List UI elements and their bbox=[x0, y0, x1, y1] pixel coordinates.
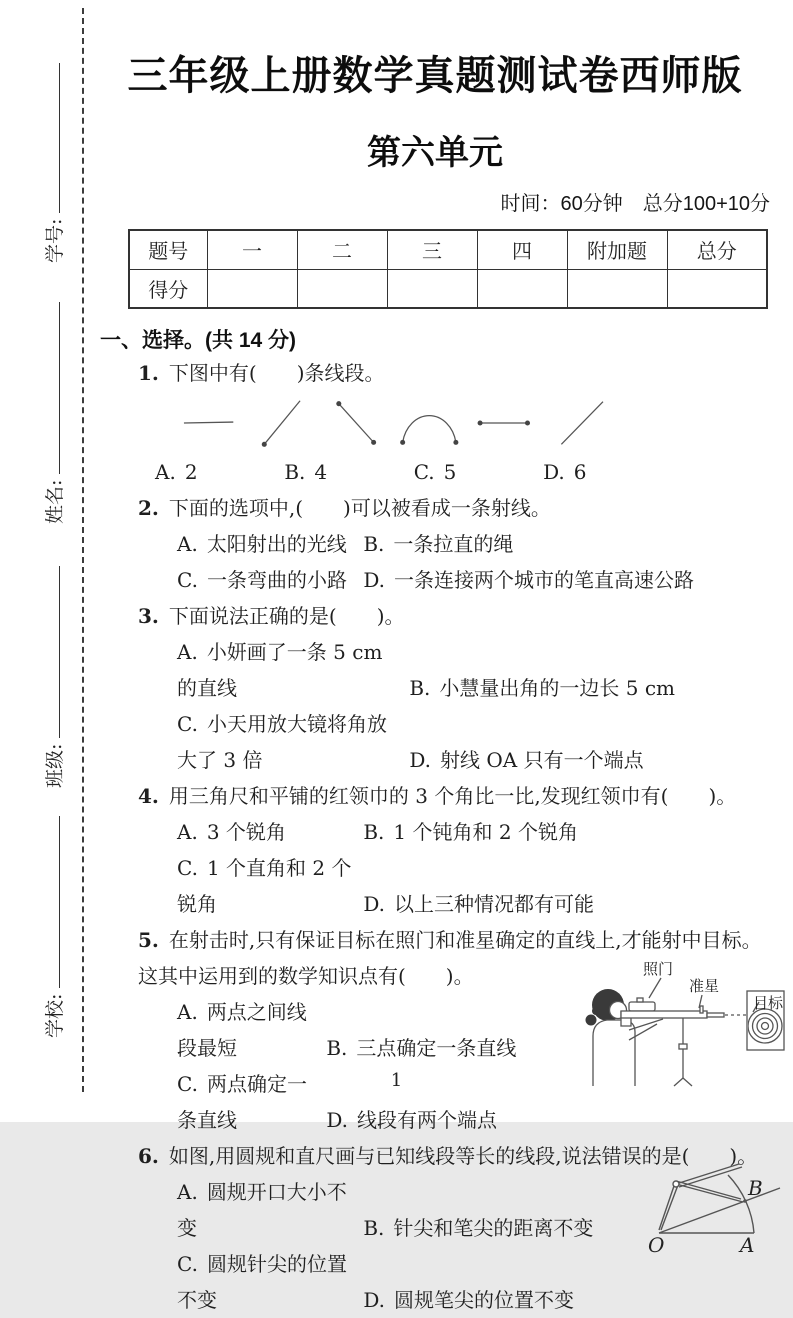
question-4 bbox=[100, 778, 770, 922]
target-label: 目标 bbox=[753, 994, 784, 1012]
question-number: 2. bbox=[138, 496, 159, 520]
option-a: A. 圆规开口大小不变 bbox=[177, 1180, 347, 1240]
question-1-stem bbox=[138, 355, 770, 391]
question-text: 如图,用圆规和直尺画与已知线段等长的线段,说法错误的是( )。 bbox=[168, 1144, 758, 1168]
name-label: 姓名: bbox=[43, 479, 66, 524]
compass-figure bbox=[642, 1159, 784, 1260]
question-3-options-row-1 bbox=[138, 634, 770, 706]
student-id-blank-line bbox=[47, 63, 60, 213]
option-c: C. 圆规针尖的位置不变 bbox=[177, 1252, 347, 1312]
option-c: C. 5 bbox=[413, 460, 457, 484]
option-b: B. 三点确定一条直线 bbox=[326, 1036, 517, 1060]
student-id-label: 学号: bbox=[43, 218, 66, 263]
question-4-options-row-1 bbox=[138, 814, 770, 850]
option-d: D. 射线 OA 只有一个端点 bbox=[409, 748, 644, 772]
score-table-header-row bbox=[129, 230, 767, 269]
score-cell bbox=[207, 269, 297, 308]
question-number: 1. bbox=[138, 361, 159, 385]
option-d: D. 圆规笔尖的位置不变 bbox=[363, 1288, 575, 1312]
question-number: 4. bbox=[138, 784, 159, 808]
option-c: C. 一条弯曲的小路 bbox=[177, 568, 347, 592]
option-a: A. 小妍画了一条 5 cm 的直线 bbox=[177, 640, 383, 700]
option-a: A. 3 个锐角 bbox=[177, 820, 286, 844]
school-blank-line bbox=[47, 816, 60, 988]
score-cell bbox=[387, 269, 477, 308]
option-b: B. 1 个钝角和 2 个锐角 bbox=[363, 820, 578, 844]
question-1 bbox=[100, 355, 770, 490]
score-cell bbox=[477, 269, 567, 308]
col-three: 三 bbox=[387, 230, 477, 269]
question-3-stem bbox=[138, 598, 770, 634]
section-one-title: 一、选择。(共 14 分) bbox=[100, 329, 297, 352]
question-number: 3. bbox=[138, 604, 159, 628]
question-no-header: 题号 bbox=[129, 230, 207, 269]
question-2-options-row-1 bbox=[138, 526, 770, 562]
option-d: D. 一条连接两个城市的笔直高速公路 bbox=[363, 568, 695, 592]
line-segments-figure bbox=[140, 394, 770, 454]
front-sight-label: 准星 bbox=[689, 977, 720, 995]
option-d: D. 以上三种情况都有可能 bbox=[363, 892, 595, 916]
option-a: A. 两点之间线段最短 bbox=[177, 1000, 307, 1060]
option-b: B. 4 bbox=[284, 460, 328, 484]
point-b-label: B bbox=[748, 1176, 763, 1200]
option-a: A. 2 bbox=[155, 460, 198, 484]
binding-dashed-line bbox=[82, 8, 84, 1092]
margin-field-name bbox=[40, 302, 66, 524]
question-5-stem-line-2: 这其中运用到的数学知识点有( )。 bbox=[138, 964, 474, 988]
question-1-options bbox=[138, 454, 770, 490]
option-b: B. 一条拉直的绳 bbox=[363, 532, 514, 556]
col-two: 二 bbox=[297, 230, 387, 269]
school-label: 学校: bbox=[43, 993, 66, 1038]
col-bonus: 附加题 bbox=[567, 230, 667, 269]
question-5 bbox=[100, 922, 784, 1138]
name-blank-line bbox=[47, 302, 60, 474]
question-2 bbox=[100, 490, 770, 598]
option-a: A. 太阳射出的光线 bbox=[177, 532, 347, 556]
question-number: 5. bbox=[138, 928, 159, 952]
col-total: 总分 bbox=[667, 230, 767, 269]
margin-field-student-id bbox=[40, 63, 66, 263]
question-text: 用三角尺和平铺的红领巾的 3 个角比一比,发现红领巾有( )。 bbox=[168, 784, 737, 808]
rear-sight-label: 照门 bbox=[643, 960, 674, 978]
option-d: D. 6 bbox=[543, 460, 587, 484]
question-text: 在射击时,只有保证目标在照门和准星确定的直线上,才能射中目标。 bbox=[168, 928, 762, 952]
unit-subtitle: 第六单元 bbox=[367, 134, 503, 172]
score-cell bbox=[567, 269, 667, 308]
question-5-stem bbox=[138, 922, 770, 958]
option-d: D. 线段有两个端点 bbox=[326, 1108, 498, 1132]
paper-content bbox=[100, 0, 784, 1318]
col-four: 四 bbox=[477, 230, 567, 269]
question-text: 下面说法正确的是( )。 bbox=[168, 604, 405, 628]
question-3 bbox=[100, 598, 770, 778]
question-2-stem bbox=[138, 490, 770, 526]
option-c: C. 1 个直角和 2 个锐角 bbox=[177, 856, 352, 916]
question-text: 下图中有( )条线段。 bbox=[168, 361, 385, 385]
question-4-options-row-2 bbox=[138, 850, 770, 922]
score-table-score-row bbox=[129, 269, 767, 308]
score-header: 得分 bbox=[129, 269, 207, 308]
question-4-stem bbox=[138, 778, 770, 814]
question-number: 6. bbox=[138, 1144, 159, 1168]
option-b: B. 小慧量出角的一边长 5 cm bbox=[409, 676, 676, 700]
time-score-meta: 时间：60分钟 总分100+10分 bbox=[500, 193, 770, 215]
question-6 bbox=[100, 1138, 770, 1318]
option-c: C. 两点确定一条直线 bbox=[177, 1072, 307, 1132]
paper-title: 三年级上册数学真题测试卷西师版 bbox=[127, 54, 743, 98]
class-label: 班级: bbox=[43, 743, 66, 788]
point-a-label: A bbox=[740, 1233, 755, 1257]
score-cell bbox=[297, 269, 387, 308]
score-table bbox=[128, 229, 768, 309]
option-b: B. 针尖和笔尖的距离不变 bbox=[363, 1216, 594, 1240]
margin-field-class bbox=[40, 566, 66, 788]
page-number: 1 bbox=[390, 1070, 403, 1091]
class-blank-line bbox=[47, 566, 60, 738]
point-o-label: O bbox=[648, 1233, 665, 1257]
score-cell bbox=[667, 269, 767, 308]
margin-field-school bbox=[40, 816, 66, 1038]
option-c: C. 小天用放大镜将角放大了 3 倍 bbox=[177, 712, 387, 772]
question-text: 下面的选项中,( )可以被看成一条射线。 bbox=[168, 496, 551, 520]
question-2-options-row-2 bbox=[138, 562, 770, 598]
question-3-options-row-2 bbox=[138, 706, 770, 778]
col-one: 一 bbox=[207, 230, 297, 269]
